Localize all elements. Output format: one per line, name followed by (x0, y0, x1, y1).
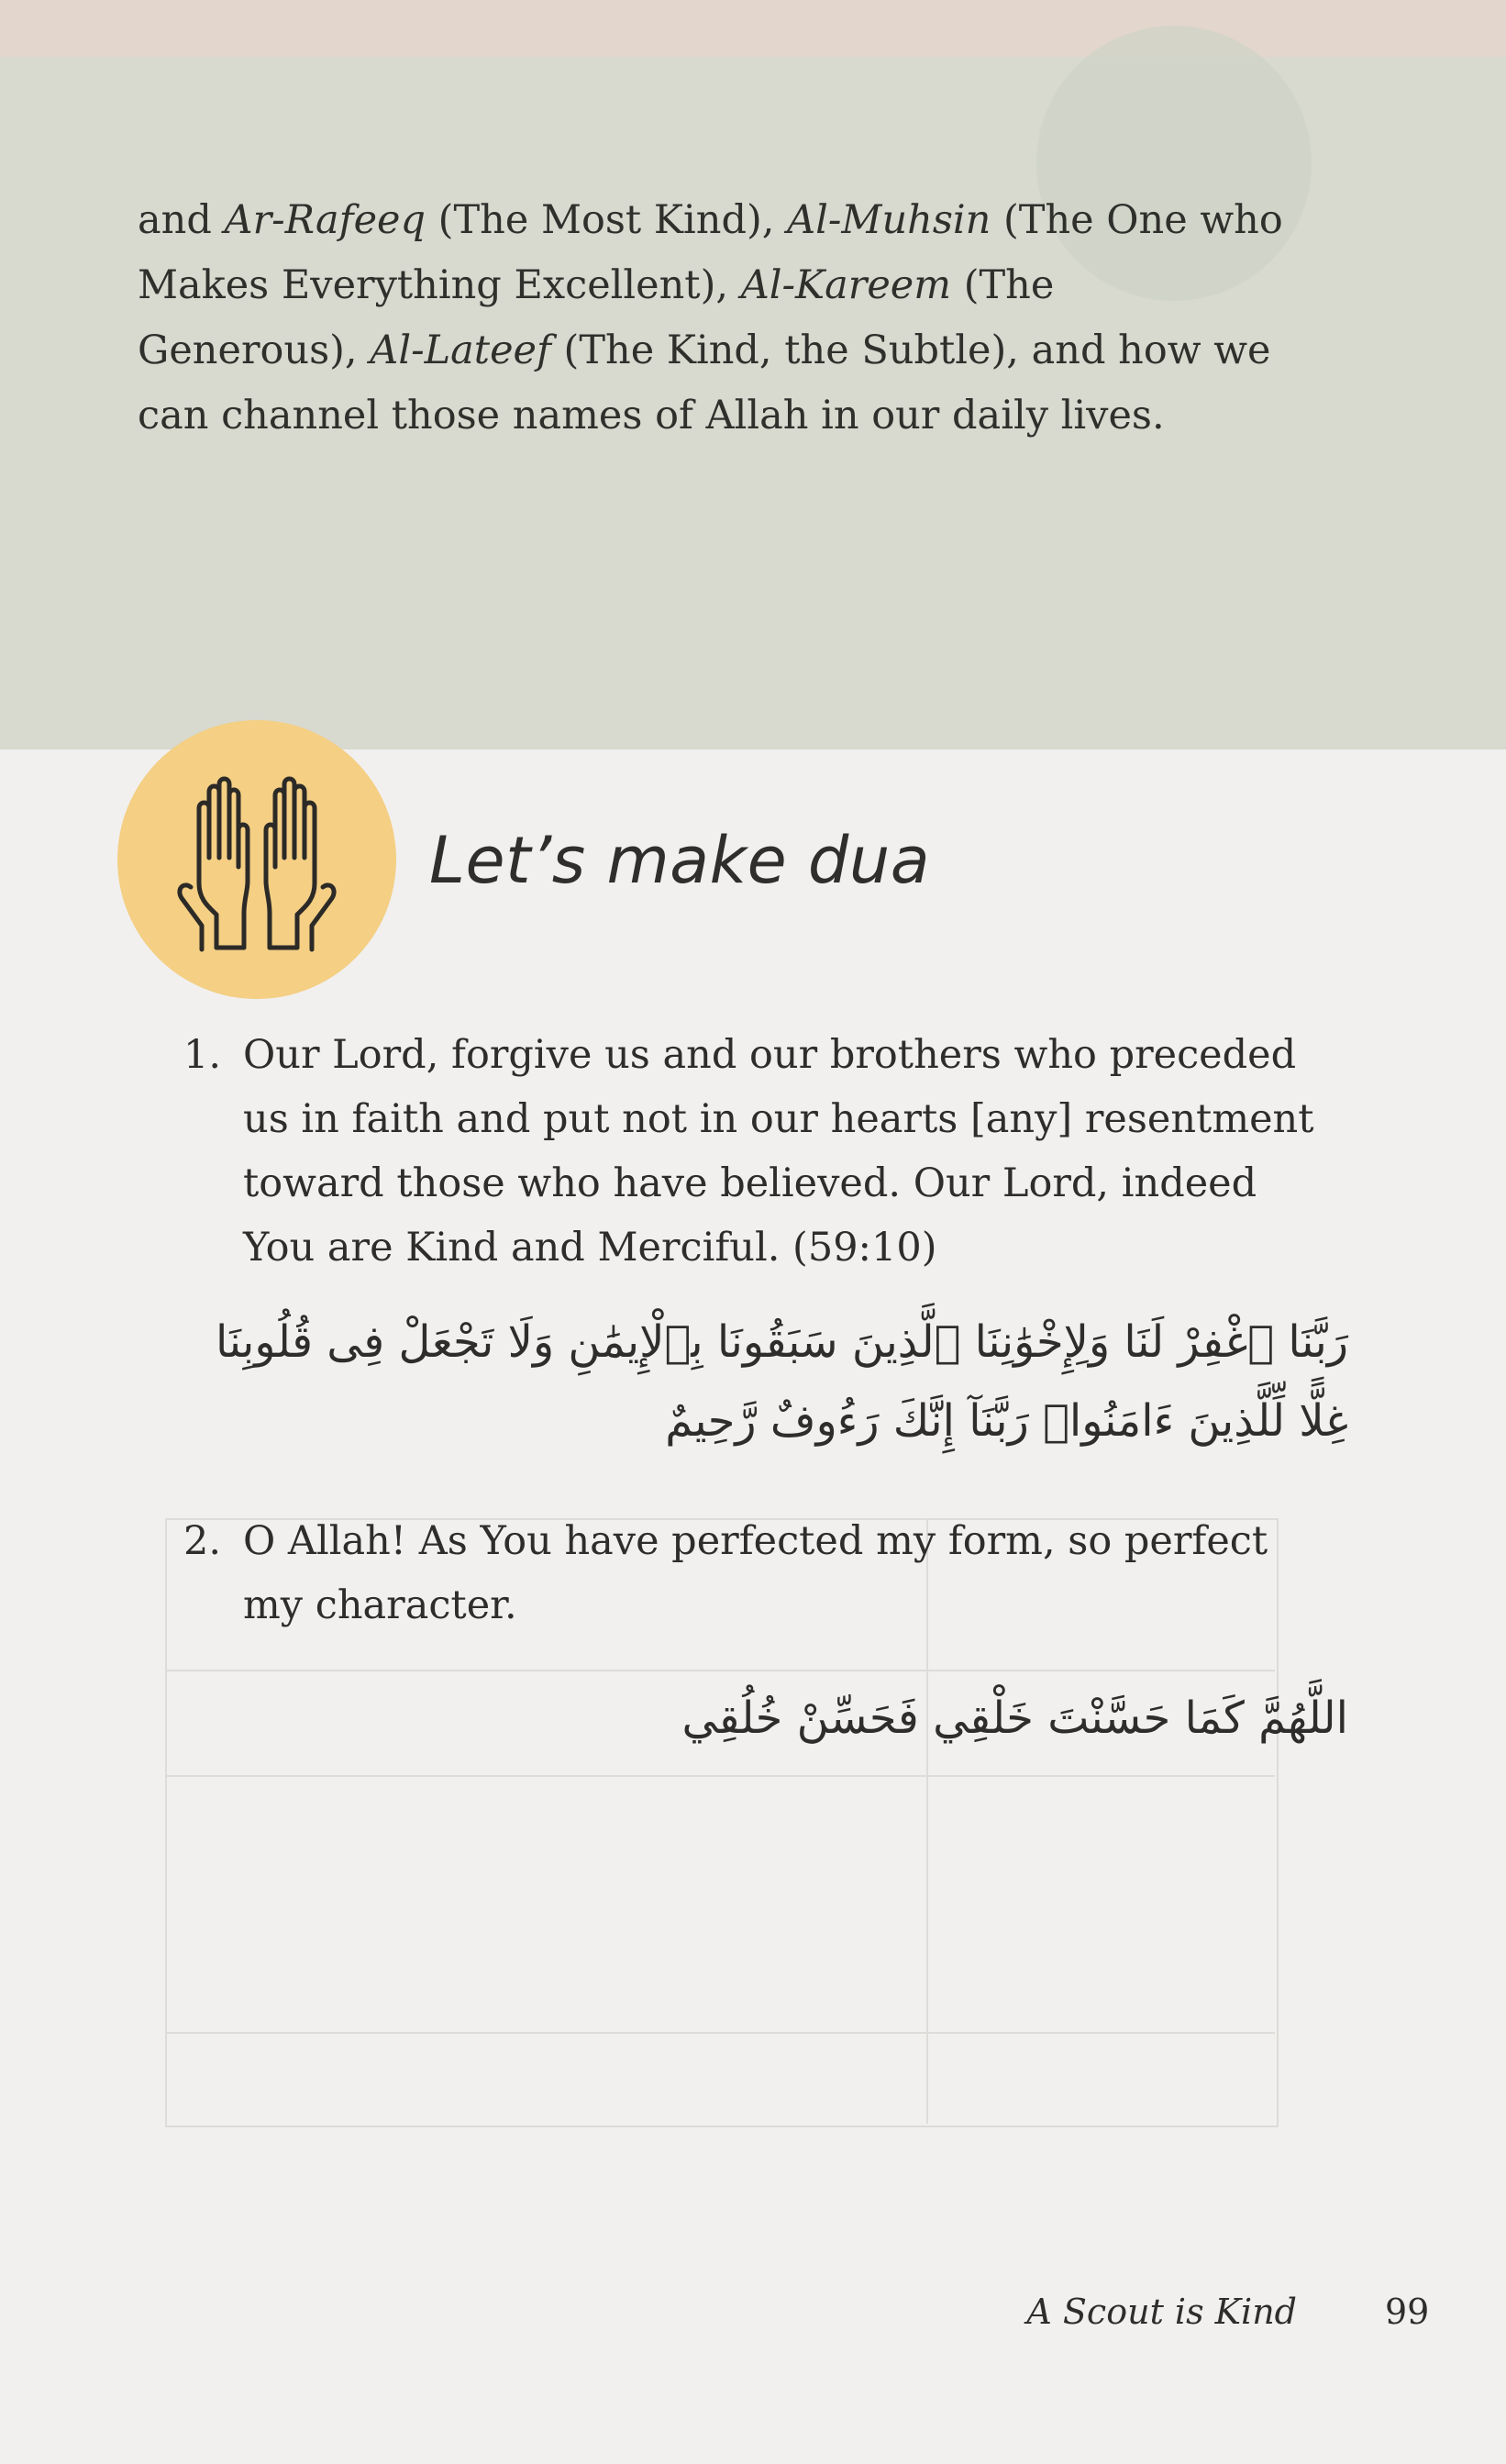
section-title: Let’s make dua (429, 823, 931, 898)
bleed-through-table-row (165, 1670, 1275, 1671)
dua-translation: O Allah! As You have perfected my form, so perfect my character. (243, 1518, 1268, 1628)
dua-translation: Our Lord, forgive us and our brothers who preceded us in faith and put not in our hearts [any] resentment toward those who have believed. Our Lord, indeed You are Kind and Merciful. (59:10) (243, 1032, 1314, 1271)
divine-name: Al-Lateef (370, 327, 551, 373)
running-footer-title: A Scout is Kind (1026, 2292, 1297, 2332)
intro-paragraph: and Ar-Rafeeq (The Most Kind), Al-Muhsin (The One who Makes Everything Excellent), Al-Kareem (The Generous), Al-Lateef (The Kind, the Subtle), and how we can channel those names of Allah in our daily lives. (138, 197, 1283, 438)
divine-name: Al-Muhsin (787, 197, 991, 243)
page-top-edge (0, 0, 1506, 57)
divine-name: Ar-Rafeeq (224, 197, 426, 243)
list-number: 1. (183, 1032, 222, 1078)
bleed-through-table-row (165, 1775, 1275, 1777)
praying-hands-icon (117, 720, 396, 999)
bleed-through-table-row (165, 2032, 1275, 2034)
divine-name: Al-Kareem (740, 262, 952, 308)
dua-arabic: اللَّهُمَّ كَمَا حَسَّنْتَ خَلْقِي فَحَسِّنْ خُلُقِي (681, 1693, 1348, 1744)
dua-arabic: رَبَّنَا ٱغْفِرْ لَنَا وَلِإِخْوَٰنِنَا ٱلَّذِينَ سَبَقُونَا بِٱلْإِيمَٰنِ وَلَا تَجْعَلْ فِى قُلُوبِنَا غِلًّا لِّلَّذِينَ ءَامَنُوا۟ رَبَّنَآ إِنَّكَ رَءُوفٌ رَّحِيمٌ (215, 1316, 1348, 1447)
list-number: 2. (183, 1518, 222, 1564)
dua-section-badge (117, 720, 396, 999)
page-number: 99 (1385, 2292, 1430, 2332)
